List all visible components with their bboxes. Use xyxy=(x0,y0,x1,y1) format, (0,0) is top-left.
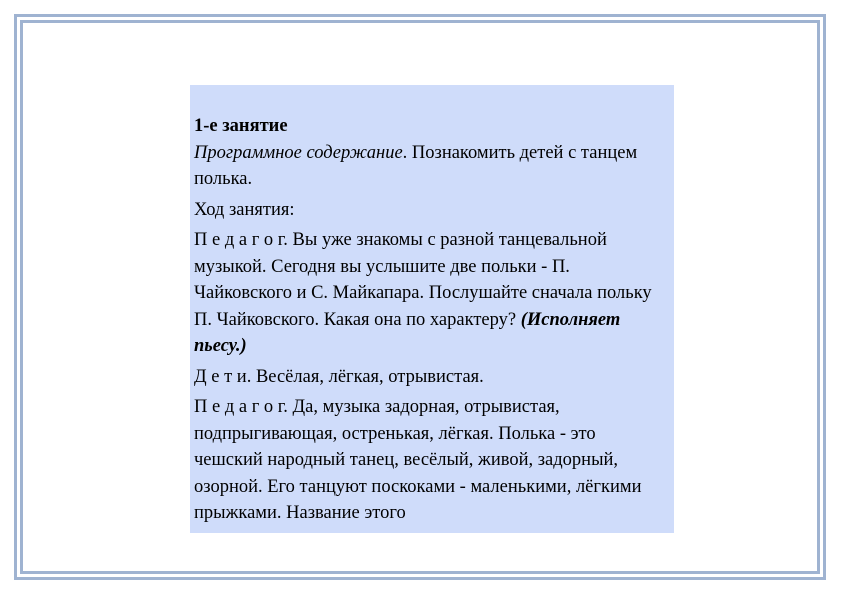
speaker-teacher: П е д а г о г. xyxy=(194,397,288,417)
children-paragraph xyxy=(194,364,668,391)
lesson-title: 1-е занятие xyxy=(194,116,288,136)
speaker-children: Д е т и. xyxy=(194,366,252,387)
speaker-teacher: П е д а г о г. xyxy=(194,230,288,250)
teacher-paragraph-2 xyxy=(194,394,668,527)
course-heading: Ход занятия: xyxy=(194,199,295,220)
teacher-paragraph-2-text: Да, музыка задорная, отрывистая, подпрыгивающая, остренькая, лёгкая. Полька - это чешский народный танец, весёлый, живой, задорный, озорной. Его танцуют поскоками - маленькими, лёгкими прыжками. Название этого xyxy=(194,397,642,523)
teacher-paragraph-1 xyxy=(194,227,668,360)
program-content-paragraph xyxy=(194,140,668,193)
lesson-text-box xyxy=(190,85,674,533)
program-content-text: . Познакомить детей с танцем полька. xyxy=(194,142,638,189)
stage-direction: (Исполняет пьесу.) xyxy=(194,309,621,356)
program-content-label: Программное содержание xyxy=(194,142,403,163)
children-paragraph-text: Весёлая, лёгкая, отрывистая. xyxy=(251,366,484,387)
teacher-paragraph-1-text: Вы уже знакомы с разной танцевальной музыкой. Сегодня вы услышите две польки - П. Чайковского и С. Майкапара. Послушайте сначала польку П. Чайковского. Какая она по характеру? xyxy=(194,230,652,330)
